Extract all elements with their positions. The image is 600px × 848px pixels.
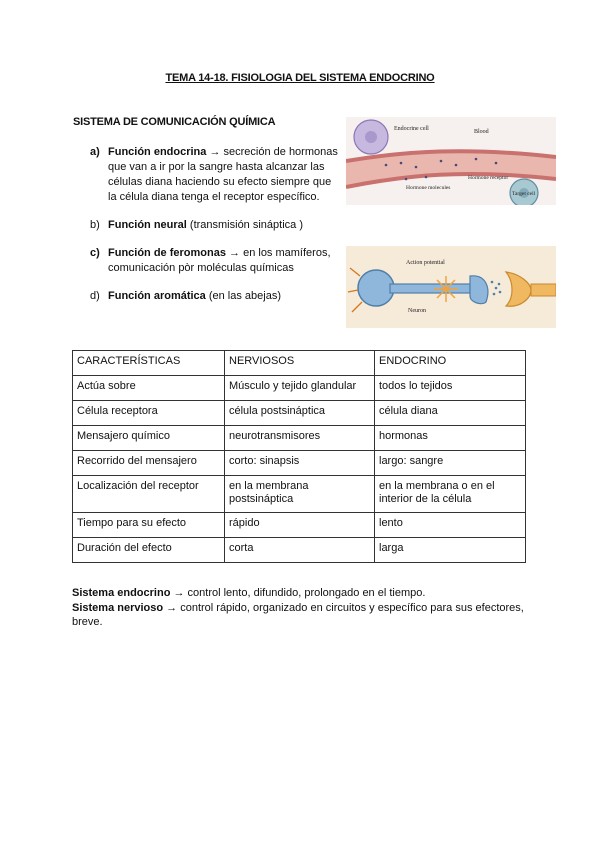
table-cell: Duración del efecto [73, 538, 225, 563]
summary-line-nervous [72, 601, 532, 630]
table-row [73, 426, 526, 451]
list-item [90, 246, 340, 276]
function-term: Función aromática [108, 290, 206, 302]
table-header-cell: CARACTERÍSTICAS [73, 351, 225, 376]
function-text: (transmisión sináptica ) [186, 219, 303, 231]
summary-line-endocrine [72, 586, 532, 601]
table-cell: hormonas [375, 426, 526, 451]
page-title: TEMA 14-18. FISIOLOGIA DEL SISTEMA ENDOCRINO [165, 72, 435, 84]
summary-term: Sistema nervioso [72, 601, 164, 614]
label-endocrine-cell: Endocrine cell [394, 126, 429, 132]
table-row [73, 401, 526, 426]
summary-text: → control lento, difundido, prolongado en el tiempo. [170, 587, 426, 599]
list-marker: b) [90, 219, 100, 231]
summary-term: Sistema endocrino [72, 587, 171, 599]
table-cell: todos lo tejidos [375, 376, 526, 401]
list-item [90, 218, 340, 233]
table-cell: rápido [225, 513, 375, 538]
table-row [73, 376, 526, 401]
function-term: Función neural [108, 219, 187, 231]
label-neuron: Neuron [408, 308, 426, 314]
section-heading: SISTEMA DE COMUNICACIÓN QUÍMICA [73, 116, 276, 128]
list-marker: a) [90, 146, 100, 158]
table-cell: neurotransmisores [225, 426, 375, 451]
table-cell: lento [375, 513, 526, 538]
table-cell: Mensajero químico [73, 426, 225, 451]
table-cell: célula diana [375, 401, 526, 426]
table-header-cell: ENDOCRINO [375, 351, 526, 376]
table-header-row [73, 351, 526, 376]
table-cell: Tiempo para su efecto [73, 513, 225, 538]
function-text: → en los mamíferos, comunicación pòr moléculas químicas [108, 247, 331, 274]
table-cell: corta [225, 538, 375, 563]
table-row [73, 513, 526, 538]
function-text: → secreción de hormonas que van a ir por la sangre hasta alcanzar las células diana haciendo su efecto siempre que la célula diana tenga el receptor específico. [108, 146, 338, 203]
table-cell: largo: sangre [375, 451, 526, 476]
neural-figure [346, 246, 556, 328]
summary [72, 586, 532, 630]
endocrine-nucleus [365, 131, 377, 143]
list-item [90, 289, 340, 304]
table-cell: Recorrido del mensajero [73, 451, 225, 476]
neuron-body [358, 270, 394, 306]
table-cell: Localización del receptor [73, 476, 225, 513]
table-cell: célula postsináptica [225, 401, 375, 426]
function-text: (en las abejas) [205, 290, 282, 302]
list-marker: d) [90, 290, 100, 302]
table-cell: Actúa sobre [73, 376, 225, 401]
table-cell: larga [375, 538, 526, 563]
table-cell: corto: sinapsis [225, 451, 375, 476]
action-potential-spark [434, 276, 458, 302]
table-row [73, 476, 526, 513]
function-list [90, 145, 340, 316]
table-cell: en la membrana o en el interior de la célula [375, 476, 526, 513]
table-header-cell: NERVIOSOS [225, 351, 375, 376]
table-cell: Célula receptora [73, 401, 225, 426]
label-blood: Blood [474, 129, 489, 135]
label-target-cell: Target cell [512, 191, 536, 197]
endocrine-figure [346, 117, 556, 205]
table-cell: Músculo y tejido glandular [225, 376, 375, 401]
comparison-table [72, 350, 526, 563]
function-term: Función endocrina [108, 146, 207, 158]
table-cell: en la membrana postsináptica [225, 476, 375, 513]
label-action-potential: Action potential [406, 260, 445, 266]
table-row [73, 538, 526, 563]
table-row [73, 451, 526, 476]
label-hormone-molecules: Hormone molecules [406, 185, 451, 191]
target-process [531, 284, 556, 296]
list-item [90, 145, 340, 205]
list-marker: c) [90, 247, 100, 259]
label-hormone-receptor: Hormone receptor [468, 175, 509, 181]
function-term: Función de feromonas [108, 247, 226, 259]
summary-text: → control rápido, organizado en circuitos y específico para sus efectores, breve. [72, 601, 524, 628]
